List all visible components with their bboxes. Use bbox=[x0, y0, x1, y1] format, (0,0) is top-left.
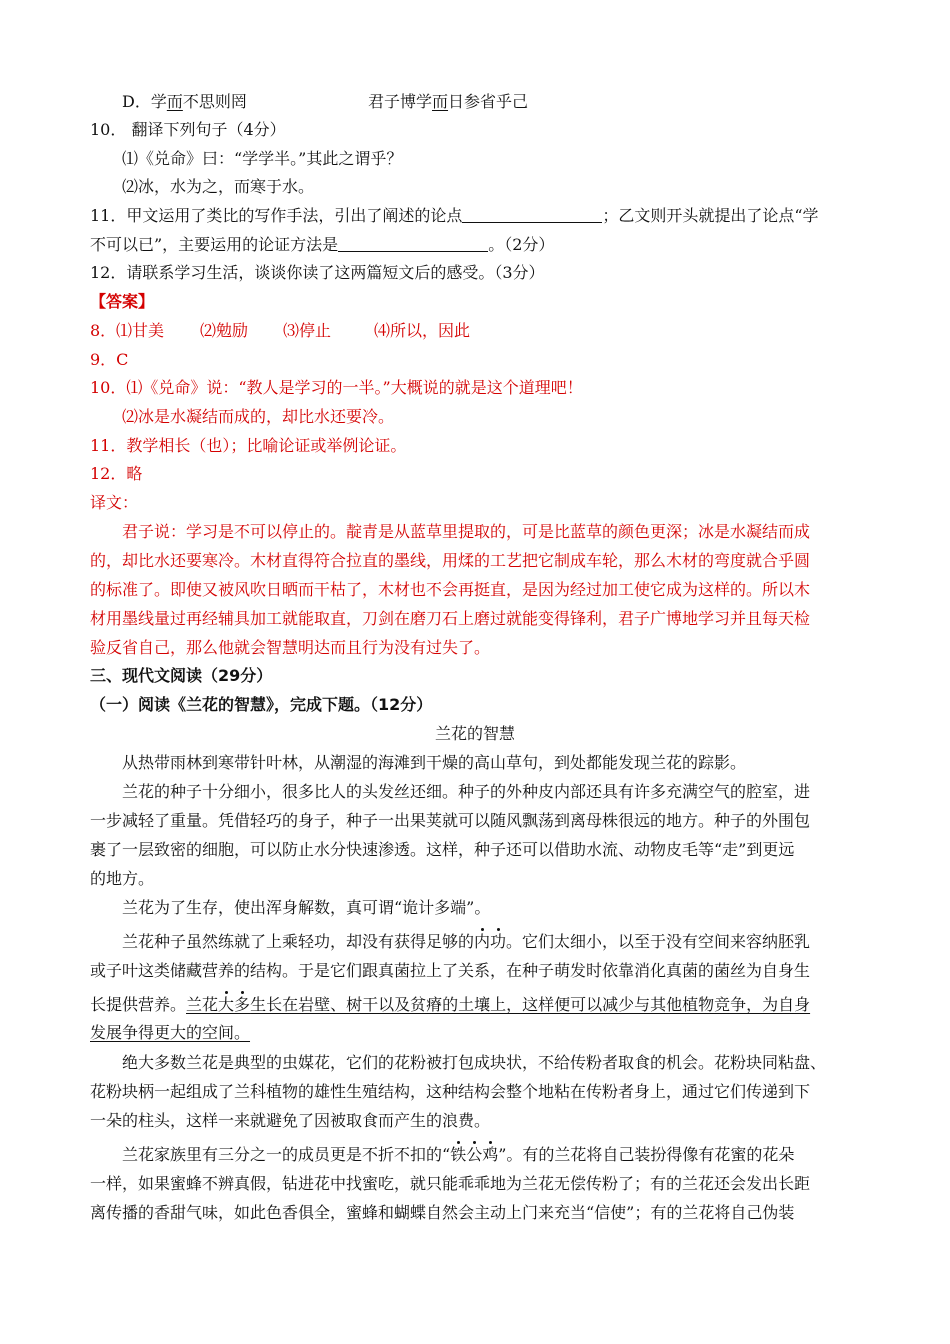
answer-blank[interactable] bbox=[338, 233, 488, 252]
answer-8 bbox=[90, 317, 950, 345]
q10-sentence-2: ⑵冰，水为之，而寒于水。 bbox=[122, 177, 315, 196]
paragraph-4-line-2: 或子叶这类储藏营养的结构。于是它们跟真菌拉上了关系，在种子萌发时依靠消化真菌的菌丝为自身生 bbox=[90, 961, 811, 980]
answer-8-item: ⑷所以，因此 bbox=[374, 321, 471, 340]
paragraph-5-line: 花粉块柄一起组成了兰科植物的雄性生殖结构，这种结构会整个地粘在传粉者身上，通过它们传递到下 bbox=[90, 1082, 811, 1101]
answer-heading: 【答案】 bbox=[90, 292, 155, 311]
answer-blank[interactable] bbox=[462, 204, 602, 223]
option-d-second-b: 日参省乎己 bbox=[448, 92, 529, 111]
answer-8-item: ⑵勉励 bbox=[200, 321, 249, 340]
emphasis-char: 公 bbox=[466, 1145, 483, 1164]
q9-option-d bbox=[122, 88, 950, 116]
paragraph-6-text: ”。有的兰花将自己装扮得像有花蜜的花朵 bbox=[498, 1145, 795, 1164]
translation-line: 验反省自己，那么他就会智慧明达而且行为没有过失了。 bbox=[90, 638, 491, 657]
paragraph-4-line-3 bbox=[90, 991, 950, 1019]
q11-text-b: ；乙文则开头就提出了论点“学 bbox=[602, 206, 819, 225]
paragraph-2-line: 一步减轻了重量。凭借轻巧的身子，种子一出果荚就可以随风飘荡到离母株很远的地方。种子的外围包 bbox=[90, 811, 811, 830]
paragraph-3: 兰花为了生存，使出浑身解数，真可谓“诡计多端”。 bbox=[122, 898, 491, 917]
q11-line-1 bbox=[90, 202, 950, 230]
q11-text-d: 。（2分） bbox=[488, 235, 555, 254]
answer-8-label: 8． bbox=[90, 321, 117, 340]
paragraph-4-text: 兰花种子虽然练就了上乘轻功，却没有获得足够的 bbox=[122, 932, 475, 951]
q11-line-2 bbox=[90, 231, 950, 259]
q12-text: 12．请联系学习生活，谈谈你读了这两篇短文后的感受。（3分） bbox=[90, 263, 545, 282]
emphasis-dots-text bbox=[474, 932, 506, 951]
paragraph-6-line-2: 一样，如果蜜蜂不辨真假，钻进花中找蜜吃，就只能乖乖地为兰花无偿传粉了；有的兰花还会发出长距 bbox=[90, 1174, 811, 1193]
option-d-text: 不思则罔 bbox=[182, 92, 247, 111]
answer-8-item: ⑴甘美 bbox=[116, 321, 165, 340]
translation-line: 的标准了。即使又被风吹日晒而干枯了，木材也不会再挺直，是因为经过加工使它成为这样的。所以木 bbox=[90, 580, 811, 599]
option-d-label: D．学 bbox=[122, 92, 167, 111]
paragraph-1: 从热带雨林到寒带针叶林，从潮湿的海滩到干燥的高山草句，到处都能发现兰花的踪影。 bbox=[122, 753, 747, 772]
emphasis-char: 多 bbox=[234, 995, 251, 1014]
paragraph-2-line: 的地方。 bbox=[90, 869, 155, 888]
emphasis-char: 功 bbox=[490, 932, 507, 951]
answer-10-1: 10．⑴《兑命》说：“教人是学习的一半。”大概说的就是这个道理吧！ bbox=[90, 378, 583, 397]
dotted-term bbox=[474, 932, 506, 951]
underlined-dotted-text bbox=[218, 995, 250, 1014]
q10-title: 10． 翻译下列句子（4分） bbox=[90, 120, 286, 139]
translation-heading: 译文： bbox=[90, 493, 139, 512]
paragraph-4-text: 。它们太细小，以至于没有空间来容纳胚乳 bbox=[506, 932, 811, 951]
paragraph-6-line-1 bbox=[122, 1141, 950, 1169]
underlined-text: 生长在岩壁、树干以及贫瘠的土壤上，这样便可以减少与其他植物竞争，为自身 bbox=[250, 995, 811, 1014]
paragraph-2-line: 裹了一层致密的细胞，可以防止水分快速渗透。这样，种子还可以借助水流、动物皮毛等“走”到更远 bbox=[90, 840, 795, 859]
answer-12: 12．略 bbox=[90, 464, 143, 483]
paragraph-6-text: 兰花家族里有三分之一的成员更是不折不扣的“ bbox=[122, 1145, 451, 1164]
article-title: 兰花的智慧 bbox=[434, 724, 515, 743]
underlined-char: 而 bbox=[166, 92, 183, 111]
underlined-text: 发展争得更大的空间。 bbox=[90, 1023, 251, 1042]
emphasis-char: 内 bbox=[474, 932, 491, 951]
emphasis-char: 铁 bbox=[450, 1145, 467, 1164]
answer-9: 9．C bbox=[90, 350, 129, 369]
paragraph-4-text: 长提供营养。 bbox=[90, 995, 187, 1014]
answer-10-2: ⑵冰是水凝结而成的，却比水还要冷。 bbox=[122, 407, 395, 426]
option-d-second-a: 君子博学 bbox=[368, 92, 433, 111]
q11-text-a: 11．甲文运用了类比的写作手法，引出了阐述的论点 bbox=[90, 206, 463, 225]
translation-line: 材用墨线量过再经辅具加工就能取直，刀剑在磨刀石上磨过就能变得锋利，君子广博地学习并且每天检 bbox=[90, 609, 811, 628]
q10-sentence-1: ⑴《兑命》曰：“学学半。”其此之谓乎？ bbox=[122, 149, 403, 168]
paragraph-5-line: 一朵的柱头，这样一来就避免了因被取食而产生的浪费。 bbox=[90, 1111, 491, 1130]
underlined-char: 而 bbox=[432, 92, 449, 111]
paragraph-5-line: 绝大多数兰花是典型的虫媒花，它们的花粉被打包成块状，不给传粉者取食的机会。花粉块同粘盘、 bbox=[122, 1053, 827, 1072]
emphasis-char: 鸡 bbox=[482, 1145, 499, 1164]
paragraph-4-line-1 bbox=[122, 928, 950, 956]
q11-text-c: 不可以已”，主要运用的论证方法是 bbox=[90, 235, 339, 254]
paragraph-6-line-3: 离传播的香甜气味，如此色香俱全，蜜蜂和蝴蝶自然会主动上门来充当“信使”；有的兰花将自己伪装 bbox=[90, 1203, 795, 1222]
emphasis-char: 大 bbox=[218, 995, 235, 1014]
emphasis-dots-text bbox=[450, 1145, 498, 1164]
option-d-second bbox=[368, 88, 528, 116]
translation-line: 的，却比水还要寒冷。木材直得符合拉直的墨线，用煣的工艺把它制成车轮，那么木材的弯度就合乎圆 bbox=[90, 551, 811, 570]
sub-heading: （一）阅读《兰花的智慧》，完成下题。（12分） bbox=[90, 695, 433, 714]
paragraph-2-line: 兰花的种子十分细小，很多比人的头发丝还细。种子的外种皮内部还具有许多充满空气的腔室，进 bbox=[122, 782, 811, 801]
answer-11: 11．教学相长（也）；比喻论证或举例论证。 bbox=[90, 436, 407, 455]
section-heading: 三、现代文阅读（29分） bbox=[90, 666, 273, 685]
underlined-text: 兰花 bbox=[186, 995, 219, 1014]
translation-line: 君子说：学习是不可以停止的。靛青是从蓝草里提取的，可是比蓝草的颜色更深；冰是水凝结而成 bbox=[122, 522, 811, 541]
paragraph-4-line-4 bbox=[90, 1019, 950, 1047]
answer-8-item: ⑶停止 bbox=[283, 321, 332, 340]
